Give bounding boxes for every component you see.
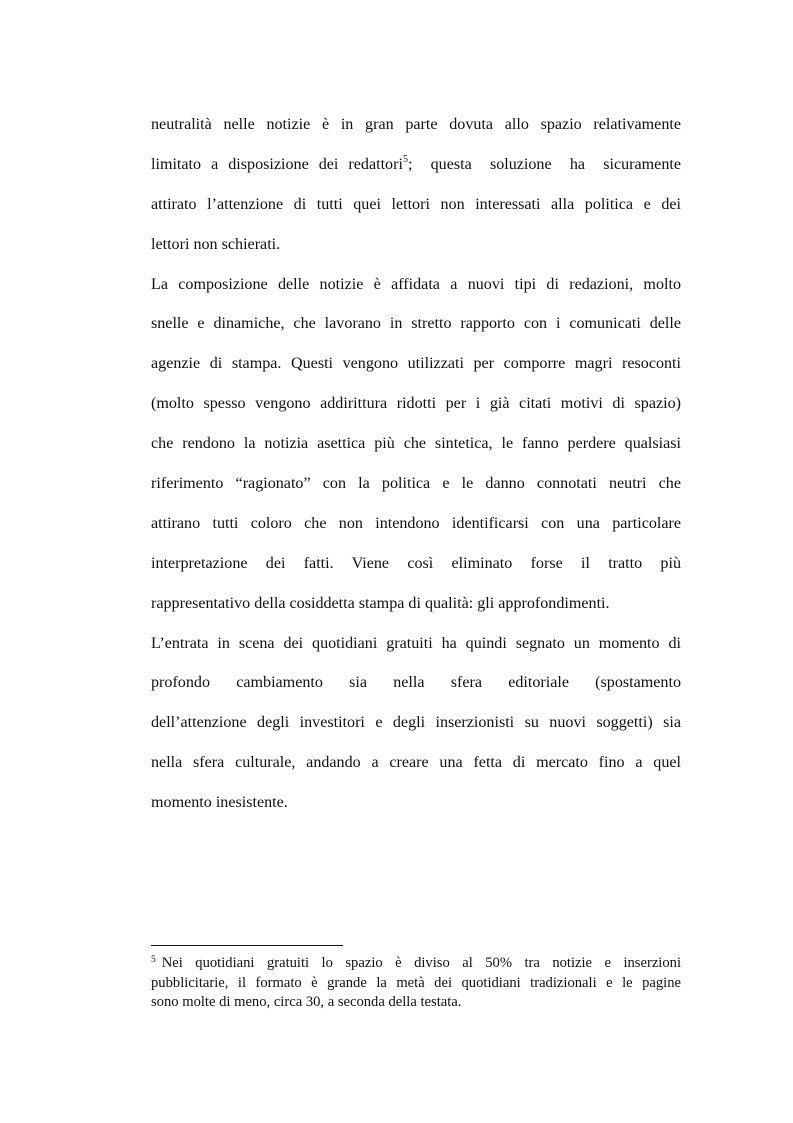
body-line: attirato l’attenzione di tutti quei lettori non interessati alla politica e dei <box>151 195 681 213</box>
footnote-line-text: Nei quotidiani gratuiti lo spazio è diviso al 50% tra notizie e inserzioni <box>161 955 681 971</box>
body-line-text: limitato a disposizione dei redattori <box>151 155 403 173</box>
body-line: profondo cambiamento sia nella sfera editoriale (spostamento <box>151 674 681 692</box>
body-line: attirano tutti coloro che non intendono identificarsi con una particolare <box>151 514 681 532</box>
footnote-reference[interactable]: 5 <box>402 153 408 165</box>
body-line: nella sfera culturale, andando a creare una fetta di mercato fino a quel <box>151 754 681 772</box>
body-line: che rendono la notizia asettica più che sintetica, le fanno perdere qualsiasi <box>151 435 681 453</box>
body-line <box>151 152 681 192</box>
body-line: L’entrata in scena dei quotidiani gratuiti ha quindi segnato un momento di <box>151 634 681 652</box>
body-line: snelle e dinamiche, che lavorano in stretto rapporto con i comunicati delle <box>151 315 681 333</box>
body-line: neutralità nelle notizie è in gran parte dovuta allo spazio relativamente <box>151 116 681 133</box>
footnote <box>151 954 681 1013</box>
body-line: interpretazione dei fatti. Viene così eliminato forse il tratto più <box>151 554 681 572</box>
footnote-number: 5 <box>151 955 156 965</box>
body-line-segment <box>151 152 408 192</box>
body-text <box>151 112 681 830</box>
body-line: riferimento “ragionato” con la politica e le danno connotati neutri che <box>151 475 681 493</box>
body-line: (molto spesso vengono addirittura ridotti per i già citati motivi di spazio) <box>151 395 681 413</box>
body-line: rappresentativo della cosiddetta stampa di qualità: gli approfondimenti. <box>151 594 610 612</box>
body-line: lettori non schierati. <box>151 235 281 253</box>
footnote-separator <box>151 945 343 946</box>
footnote-line: sono molte di meno, circa 30, a seconda della testata. <box>151 994 462 1010</box>
body-line: agenzie di stampa. Questi vengono utilizzati per comporre magri resoconti <box>151 355 681 373</box>
footnote-line <box>151 954 681 974</box>
body-line: momento inesistente. <box>151 794 288 812</box>
body-line: dell’attenzione degli investitori e degli inserzionisti su nuovi soggetti) sia <box>151 714 681 732</box>
footnote-line: pubblicitarie, il formato è grande la metà dei quotidiani tradizionali e le pagine <box>151 974 681 991</box>
body-line: La composizione delle notizie è affidata a nuovi tipi di redazioni, molto <box>151 275 681 293</box>
body-line-segment: ; questa soluzione ha sicuramente <box>407 155 681 173</box>
